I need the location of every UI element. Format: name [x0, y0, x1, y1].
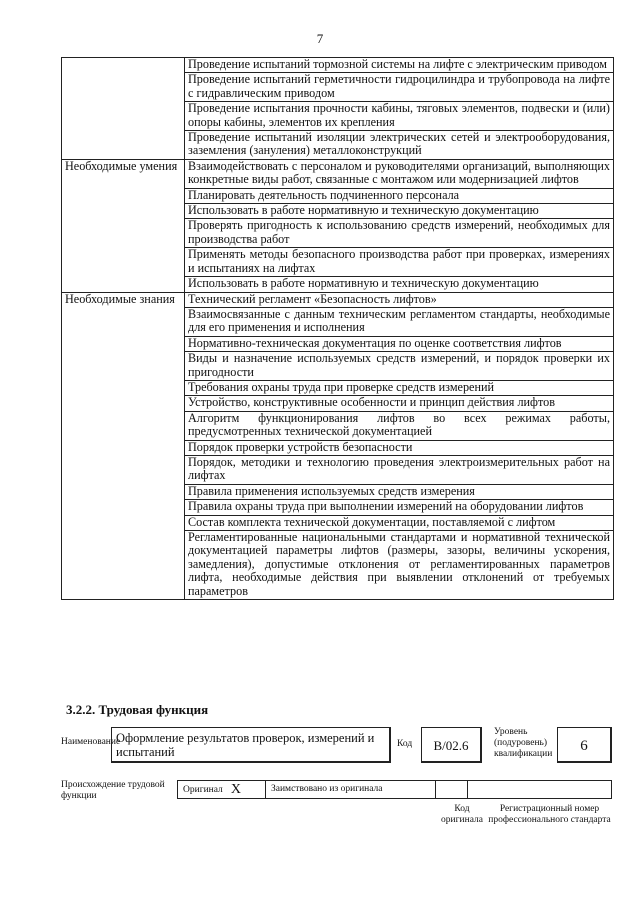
code-label: Код	[397, 739, 413, 749]
category-cell	[62, 204, 185, 219]
item-cell: Использовать в работе нормативную и техническую документацию	[185, 277, 614, 292]
item-cell: Правила охраны труда при выполнении измерений на оборудовании лифтов	[185, 500, 614, 515]
category-cell	[62, 455, 185, 484]
table-row	[62, 188, 614, 203]
item-cell: Проведение испытания прочности кабины, тяговых элементов, подвески и (или) опоры кабины, элементов их крепления	[185, 102, 614, 131]
category-cell	[62, 248, 185, 277]
table-row	[62, 515, 614, 530]
table-row	[62, 336, 614, 351]
table-row	[62, 58, 614, 73]
item-cell: Состав комплекта технической документации, поставляемой с лифтом	[185, 515, 614, 530]
item-cell: Взаимосвязанные с данным техническим регламентом стандарты, необходимые для его применения и исполнения	[185, 307, 614, 336]
category-cell	[62, 531, 185, 600]
table-row	[62, 500, 614, 515]
category-cell	[62, 188, 185, 203]
category-cell	[62, 515, 185, 530]
table-row	[62, 219, 614, 248]
table-row	[62, 352, 614, 381]
category-cell	[62, 396, 185, 411]
function-name-field: Оформление результатов проверок, измерений и испытаний	[111, 727, 391, 763]
section-title: 3.2.2. Трудовая функция	[66, 702, 209, 717]
item-cell: Проведение испытаний изоляции электрических сетей и электрооборудования, заземления (зануления) металлоконструкций	[185, 131, 614, 160]
origin-regnum-cell	[468, 781, 611, 798]
category-cell	[62, 500, 185, 515]
category-cell	[62, 58, 185, 73]
table-row	[62, 307, 614, 336]
category-cell	[62, 131, 185, 160]
origin-original-cell	[178, 781, 266, 798]
category-cell	[62, 307, 185, 336]
origin-label: Происхождение трудовой функции	[61, 780, 165, 801]
category-cell	[62, 352, 185, 381]
item-cell: Виды и назначение используемых средств измерений, и порядок проверки их пригодности	[185, 352, 614, 381]
table-row	[62, 204, 614, 219]
page-number: 7	[316, 31, 324, 46]
name-label: Наименование	[61, 737, 121, 747]
category-cell: Необходимые умения	[62, 159, 185, 188]
category-cell	[62, 411, 185, 440]
table-row	[62, 440, 614, 455]
level-label: Уровень (подуровень) квалификации	[494, 727, 553, 759]
category-cell	[62, 440, 185, 455]
table-row	[62, 248, 614, 277]
table-row	[62, 531, 614, 600]
item-cell: Регламентированные национальными стандартами и нормативной технической документацией параметры лифтов (размеры, зазоры, величины ускорения, замедления), допустимые отклонения от регламентированных параметров лифта, необходимые действия при выявлении отклонений от требуемых параметров	[185, 531, 614, 600]
item-cell: Использовать в работе нормативную и техническую документацию	[185, 204, 614, 219]
table-row	[62, 73, 614, 102]
item-cell: Проверять пригодность к использованию средств измерений, необходимых для производства работ	[185, 219, 614, 248]
table-row	[62, 484, 614, 499]
category-cell	[62, 484, 185, 499]
origin-borrowed-label: Заимствовано из оригинала	[271, 784, 383, 794]
level-field: 6	[557, 727, 612, 763]
origin-empty-cell	[436, 781, 468, 798]
category-cell	[62, 277, 185, 292]
category-cell	[62, 102, 185, 131]
item-cell: Проведение испытаний тормозной системы на лифте с электрическим приводом	[185, 58, 614, 73]
table-row	[62, 455, 614, 484]
item-cell: Правила применения используемых средств измерения	[185, 484, 614, 499]
origin-original-mark: X	[230, 782, 241, 797]
item-cell: Планировать деятельность подчиненного персонала	[185, 188, 614, 203]
table-row	[62, 380, 614, 395]
origin-original-label: Оригинал	[183, 785, 223, 795]
item-cell: Технический регламент «Безопасность лифтов»	[185, 292, 614, 307]
item-cell: Взаимодействовать с персоналом и руководителями организаций, выполняющих конкретные виды работ, связанные с монтажом или модернизацией лифтов	[185, 159, 614, 188]
item-cell: Устройство, конструктивные особенности и принцип действия лифтов	[185, 396, 614, 411]
origin-row	[177, 780, 612, 799]
origin-borrowed-cell	[266, 781, 436, 798]
item-cell: Применять методы безопасного производства работ при проверках, измерениях и испытаниях на лифтах	[185, 248, 614, 277]
item-cell: Порядок проверки устройств безопасности	[185, 440, 614, 455]
category-cell	[62, 336, 185, 351]
item-cell: Проведение испытаний герметичности гидроцилиндра и трубопровода на лифте с гидравлическим приводом	[185, 73, 614, 102]
footer-code-label: Код оригинала	[441, 804, 483, 825]
table-row	[62, 131, 614, 160]
table-row	[62, 159, 614, 188]
item-cell: Нормативно-техническая документация по оценке соответствия лифтов	[185, 336, 614, 351]
footer-reg-label: Регистрационный номер профессионального стандарта	[488, 804, 611, 825]
skills-knowledge-table	[61, 57, 614, 600]
table-row	[62, 396, 614, 411]
category-cell	[62, 219, 185, 248]
table-row	[62, 277, 614, 292]
item-cell: Требования охраны труда при проверке средств измерений	[185, 380, 614, 395]
table-row	[62, 292, 614, 307]
item-cell: Порядок, методики и технологию проведения электроизмерительных работ на лифтах	[185, 455, 614, 484]
category-cell: Необходимые знания	[62, 292, 185, 307]
table-row	[62, 411, 614, 440]
item-cell: Алгоритм функционирования лифтов во всех режимах работы, предусмотренных технической документацией	[185, 411, 614, 440]
code-field: B/02.6	[421, 727, 482, 763]
table-row	[62, 102, 614, 131]
category-cell	[62, 380, 185, 395]
category-cell	[62, 73, 185, 102]
